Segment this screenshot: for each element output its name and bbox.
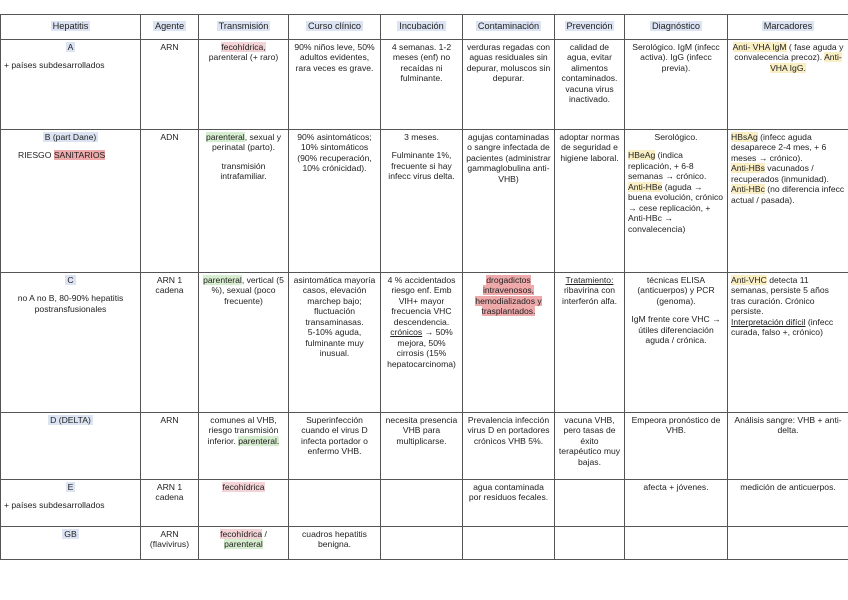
cell-transmision: fecohídrica / parenteral: [199, 527, 289, 560]
cell-hepatitis: A + países subdesarrollados: [1, 40, 141, 130]
cell-incubacion: 4 % accidentados riesgo enf. Emb VIH+ mayor frecuencia VHC descendencia. crónicos → 50% mejora, 50% cirrosis (15% hepatocarcinoma): [381, 273, 463, 413]
cell-diagnostico: [625, 527, 728, 560]
cell-contaminacion: drogadictos intravenosos, hemodializados y trasplantados.: [463, 273, 555, 413]
cell-hepatitis: D (DELTA): [1, 413, 141, 480]
cell-diagnostico: Empeora pronóstico de VHB.: [625, 413, 728, 480]
cell-diagnostico: Serológico. HBeAg (indica replicación, + 6-8 semanas → crónico. Anti-HBe (aguda → buena evolución, crónico → cese replicación, + Anti-HBc → convalecencia): [625, 130, 728, 273]
cell-incubacion: [381, 527, 463, 560]
header-hepatitis: Hepatitis: [1, 15, 141, 40]
header-incubacion: Incubación: [381, 15, 463, 40]
cell-marcadores: Análisis sangre: VHB + anti-delta.: [728, 413, 848, 480]
cell-hepatitis: C no A no B, 80-90% hepatitis postransfusionales: [1, 273, 141, 413]
cell-curso: Superinfección cuando el virus D infecta portador o enfermo VHB.: [289, 413, 381, 480]
cell-marcadores: Anti-VHC detecta 11 semanas, persiste 5 años tras curación. Crónico persiste. Interpretación difícil (infecc curada, falso +, crónico): [728, 273, 848, 413]
cell-marcadores: HBsAg (infecc aguda desaparece 2-4 mes, + 6 meses → crónico). Anti-HBs vacunados / recuperados (inmunidad). Anti-HBc (no diferencia infecc actual / pasada).: [728, 130, 848, 273]
cell-transmision: fecohídrica, parenteral (+ raro): [199, 40, 289, 130]
cell-curso: cuadros hepatitis benigna.: [289, 527, 381, 560]
cell-transmision: parenteral, sexual y perinatal (parto). transmisión intrafamiliar.: [199, 130, 289, 273]
header-marcadores: Marcadores: [728, 15, 848, 40]
cell-diagnostico: afecta + jóvenes.: [625, 480, 728, 527]
hepatitis-table: [0, 14, 848, 560]
cell-marcadores: Anti- VHA IgM ( fase aguda y convalecencia precoz). Anti-VHA IgG.: [728, 40, 848, 130]
cell-contaminacion: verduras regadas con aguas residuales sin depurar, moluscos sin depurar.: [463, 40, 555, 130]
cell-marcadores: [728, 527, 848, 560]
cell-transmision: fecohídrica: [199, 480, 289, 527]
cell-incubacion: 3 meses. Fulminante 1%, frecuente si hay infecc virus delta.: [381, 130, 463, 273]
cell-marcadores: medición de anticuerpos.: [728, 480, 848, 527]
header-curso-clinico: Curso clínico: [289, 15, 381, 40]
cell-incubacion: 4 semanas. 1-2 meses (enf) no recaídas ni fulminante.: [381, 40, 463, 130]
header-prevencion: Prevención: [555, 15, 625, 40]
cell-diagnostico: técnicas ELISA (anticuerpos) y PCR (genoma). IgM frente core VHC → útiles diferenciación aguda / crónica.: [625, 273, 728, 413]
cell-prevencion: vacuna VHB, pero tasas de éxito terapéutico muy bajas.: [555, 413, 625, 480]
table-row-hepatitis-d: [1, 413, 848, 480]
cell-contaminacion: [463, 527, 555, 560]
table-row-hepatitis-a: [1, 40, 848, 130]
cell-hepatitis: B (part Dane) RIESGO SANITARIOS: [1, 130, 141, 273]
cell-curso: 90% asintomáticos; 10% sintomáticos (90% recuperación, 10% crónicidad).: [289, 130, 381, 273]
table-row-hepatitis-b: [1, 130, 848, 273]
cell-agente: ARN: [141, 413, 199, 480]
cell-prevencion: Tratamiento: ribavirina con interferón alfa.: [555, 273, 625, 413]
header-row: [1, 15, 848, 40]
cell-agente: ADN: [141, 130, 199, 273]
cell-prevencion: adoptar normas de seguridad e higiene laboral.: [555, 130, 625, 273]
cell-curso: asintomática mayoría casos, elevación marchep bajo; fluctuación transaminasas. 5-10% aguda, fulminante muy inusual.: [289, 273, 381, 413]
cell-contaminacion: Prevalencia infección virus D en portadores crónicos VHB 5%.: [463, 413, 555, 480]
header-diagnostico: Diagnóstico: [625, 15, 728, 40]
cell-contaminacion: agua contaminada por residuos fecales.: [463, 480, 555, 527]
table-row-hepatitis-e: [1, 480, 848, 527]
cell-curso: 90% niños leve, 50% adultos evidentes, rara veces es grave.: [289, 40, 381, 130]
cell-prevencion: [555, 527, 625, 560]
cell-prevencion: calidad de agua, evitar alimentos contaminados. vacuna virus inactivado.: [555, 40, 625, 130]
cell-hepatitis: GB: [1, 527, 141, 560]
table-row-hepatitis-gb: [1, 527, 848, 560]
cell-diagnostico: Serológico. IgM (infecc activa). IgG (infecc previa).: [625, 40, 728, 130]
cell-agente: ARN 1 cadena: [141, 480, 199, 527]
cell-agente: ARN (flavivirus): [141, 527, 199, 560]
cell-transmision: comunes al VHB, riesgo transmisión inferior. parenteral.: [199, 413, 289, 480]
cell-prevencion: [555, 480, 625, 527]
header-agente: Agente: [141, 15, 199, 40]
cell-incubacion: [381, 480, 463, 527]
header-contaminacion: Contaminación: [463, 15, 555, 40]
cell-contaminacion: agujas contaminadas o sangre infectada de pacientes (administrar gammaglobulina anti-VHB): [463, 130, 555, 273]
header-transmision: Transmisión: [199, 15, 289, 40]
cell-agente: ARN: [141, 40, 199, 130]
cell-agente: ARN 1 cadena: [141, 273, 199, 413]
table-row-hepatitis-c: [1, 273, 848, 413]
cell-hepatitis: E + países subdesarrollados: [1, 480, 141, 527]
cell-curso: [289, 480, 381, 527]
cell-incubacion: necesita presencia VHB para multiplicarse.: [381, 413, 463, 480]
cell-transmision: parenteral, vertical (5 %), sexual (poco frecuente): [199, 273, 289, 413]
